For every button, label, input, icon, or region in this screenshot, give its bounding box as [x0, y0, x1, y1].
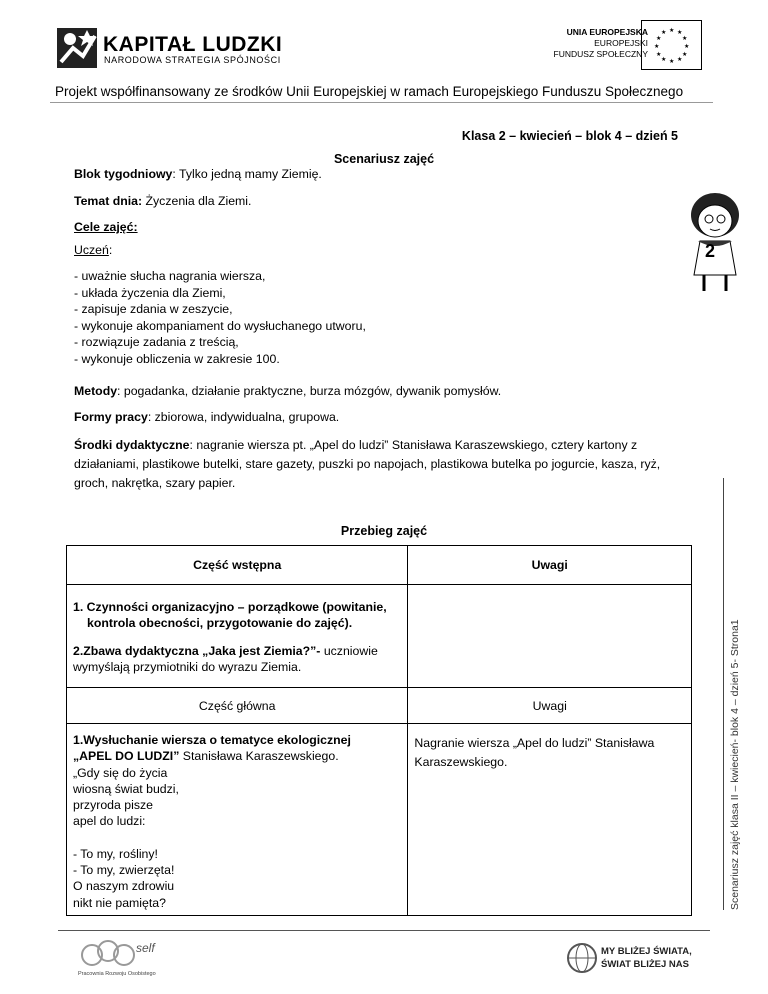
mascot-girl-icon: [680, 185, 750, 295]
poem-line: wiosną świat budzi,: [73, 781, 179, 796]
svg-text:★: ★: [677, 29, 683, 36]
mascot-number: 2: [705, 241, 716, 261]
svg-text:★: ★: [661, 29, 667, 36]
logo-title: KAPITAŁ LUDZKI: [103, 33, 283, 56]
right-logo-line2: ŚWIAT BLIŻEJ NAS: [601, 959, 689, 970]
header-main: Część główna: [67, 688, 408, 724]
srodki-value-3: groch, nakrętka, szary papier.: [74, 476, 236, 490]
goal-item: - wykonuje obliczenia w zakresie 100.: [74, 351, 280, 366]
poem-line: „Gdy się do życia: [73, 765, 168, 780]
right-logo-text: [601, 945, 692, 971]
metody-line: [74, 384, 501, 398]
note-line2: Karaszewskiego.: [414, 755, 508, 769]
svg-text:★: ★: [661, 56, 667, 63]
globe-logo-icon: [566, 938, 598, 978]
self-logo-text: self: [136, 941, 155, 955]
project-line: Projekt współfinansowany ze środków Unii Europejskiej w ramach Europejskiego Funduszu Społecznego: [55, 84, 684, 99]
scenario-title: Scenariusz zajęć: [333, 152, 435, 166]
uczen-line: [74, 243, 112, 257]
srodki-value-1: : nagranie wiersza pt. „Apel do ludzi” Stanisława Karaszewskiego, cztery kartony z: [189, 438, 638, 452]
main-notes-cell: [408, 724, 692, 916]
kapital-ludzki-logo: [55, 22, 100, 72]
eu-text: [554, 27, 648, 60]
item1-line2: kontrola obecności, przygotowanie do zajęć).: [87, 616, 353, 630]
srodki-label: Środki dydaktyczne: [74, 438, 190, 452]
poem-line: - To my, zwierzęta!: [73, 863, 175, 878]
goal-item: - układa życzenia dla Ziemi,: [74, 285, 226, 300]
blok-value: : Tylko jedną mamy Ziemię.: [172, 167, 322, 181]
uczen-colon: :: [108, 243, 113, 257]
blok-label: Blok tygodniowy: [74, 167, 173, 181]
side-footer-text: Scenariusz zajęć klasa II – kwiecień- blok 4 – dzień 5- Strona1: [729, 619, 741, 910]
cele-label: Cele zajęć:: [74, 220, 138, 234]
header-intro: Część wstępna: [67, 546, 408, 585]
svg-text:★: ★: [656, 35, 662, 42]
main-bold1: 1.Wysłuchanie wiersza o tematyce ekologicznej: [73, 733, 351, 747]
main-bold2: „APEL DO LUDZI”: [73, 749, 180, 764]
side-divider: [723, 478, 724, 910]
srodki-block: [74, 436, 704, 493]
svg-text:★: ★: [669, 58, 675, 65]
item2-rest: uczniowie: [320, 644, 378, 658]
uczen-label: Uczeń: [74, 243, 109, 257]
eu-line2: EUROPEJSKI: [594, 38, 648, 48]
lesson-plan-table: [66, 545, 692, 916]
self-logo: [78, 937, 158, 982]
formy-value: : zbiorowa, indywidualna, grupowa.: [147, 410, 340, 424]
kapital-ludzki-emblem-icon: [55, 22, 100, 72]
temat-label: Temat dnia:: [74, 194, 143, 208]
header-divider: [50, 102, 713, 103]
header-notes-2: Uwagi: [408, 688, 692, 724]
header-notes-1: Uwagi: [408, 546, 692, 585]
eu-line1: UNIA EUROPEJSKA: [566, 27, 648, 37]
svg-text:★: ★: [656, 51, 662, 58]
self-caption: Pracownia Rozwoju Osobistego: [78, 971, 156, 977]
item2-bold: 2.Zbawa dydaktyczna „Jaka jest Ziemia?”-: [73, 644, 321, 658]
main-rest2: Stanisława Karaszewskiego.: [179, 749, 339, 764]
poem-line: - To my, rośliny!: [73, 846, 158, 861]
metody-value: : pogadanka, działanie praktyczne, burza mózgów, dywanik pomysłów.: [117, 384, 502, 398]
poem-line: O naszym zdrowiu: [73, 879, 175, 894]
svg-text:★: ★: [684, 43, 690, 50]
svg-text:★: ★: [682, 35, 688, 42]
formy-label: Formy pracy: [74, 410, 148, 424]
intro-cell: [67, 585, 408, 688]
table-row: [67, 688, 692, 724]
przebieg-title: Przebieg zajęć: [340, 524, 428, 538]
goal-item: - zapisuje zdania w zeszycie,: [74, 302, 233, 316]
temat-value: Życzenia dla Ziemi.: [142, 194, 252, 208]
item2-line2: wymyślają przymiotniki do wyrazu Ziemia.: [73, 660, 302, 674]
footer-divider: [58, 930, 710, 931]
eu-flag-icon: [641, 20, 702, 70]
table-row: [67, 585, 692, 688]
main-cell: [67, 724, 408, 916]
mascot-illustration: [680, 185, 750, 295]
blok-line: [74, 167, 322, 181]
poem-line: przyroda pisze: [73, 798, 153, 813]
formy-line: [74, 410, 339, 424]
temat-line: [74, 194, 251, 208]
goal-item: - uważnie słucha nagrania wiersza,: [74, 269, 266, 283]
table-row: [67, 724, 692, 916]
logo-subtitle: NARODOWA STRATEGIA SPÓJNOŚCI: [104, 55, 281, 65]
intro-notes-cell: [408, 585, 692, 688]
svg-text:★: ★: [682, 51, 688, 58]
srodki-value-2: działaniami, plastikowe butelki, stare gazety, puszki po napojach, plastikowa butelka po jogurcie, kasza, ryż,: [74, 457, 661, 471]
eu-line3: FUNDUSZ SPOŁECZNY: [553, 49, 648, 59]
svg-text:★: ★: [654, 43, 660, 50]
note-line1: Nagranie wiersza „Apel do ludzi” Stanisława: [414, 736, 655, 750]
goal-item: - wykonuje akompaniament do wysłuchanego utworu,: [74, 318, 366, 333]
svg-text:★: ★: [669, 27, 675, 34]
poem-line: nikt nie pamięta?: [73, 895, 166, 910]
item1-line1: 1. Czynności organizacyjno – porządkowe (powitanie,: [73, 600, 387, 614]
table-row: [67, 546, 692, 585]
goal-item: - rozwiązuje zadania z treścią,: [74, 335, 239, 349]
class-info: Klasa 2 – kwiecień – blok 4 – dzień 5: [461, 129, 678, 143]
svg-text:★: ★: [677, 56, 683, 63]
metody-label: Metody: [74, 384, 118, 398]
poem-line: apel do ludzi:: [73, 814, 146, 829]
goals-list: [74, 268, 366, 367]
right-logo-line1: MY BLIŻEJ ŚWIATA,: [601, 946, 692, 957]
